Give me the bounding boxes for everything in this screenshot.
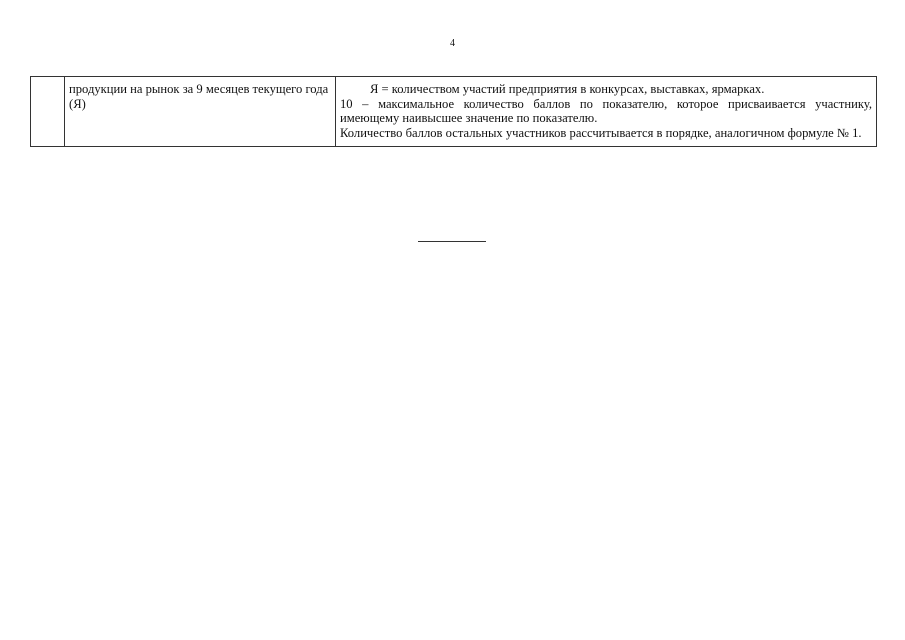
description-formula: Я = количеством участий предприятия в конкурсах, выставках, ярмарках. (370, 82, 765, 96)
description-other-participants: Количество баллов остальных участников рассчитывается в порядке, аналогичном формуле № 1. (340, 125, 862, 140)
criteria-table (30, 76, 877, 147)
end-of-document-rule (418, 241, 486, 242)
table-row (31, 77, 877, 147)
indicator-description-cell (336, 77, 877, 147)
page-number: 4 (450, 38, 455, 49)
description-max-score: 10 – максимальное количество баллов по показателю, которое присваивается участнику, имеющему наивысшее значение по показателю. (340, 96, 872, 126)
indicator-name-cell: продукции на рынок за 9 месяцев текущего года (Я) (65, 77, 336, 147)
row-number-cell (31, 77, 65, 147)
